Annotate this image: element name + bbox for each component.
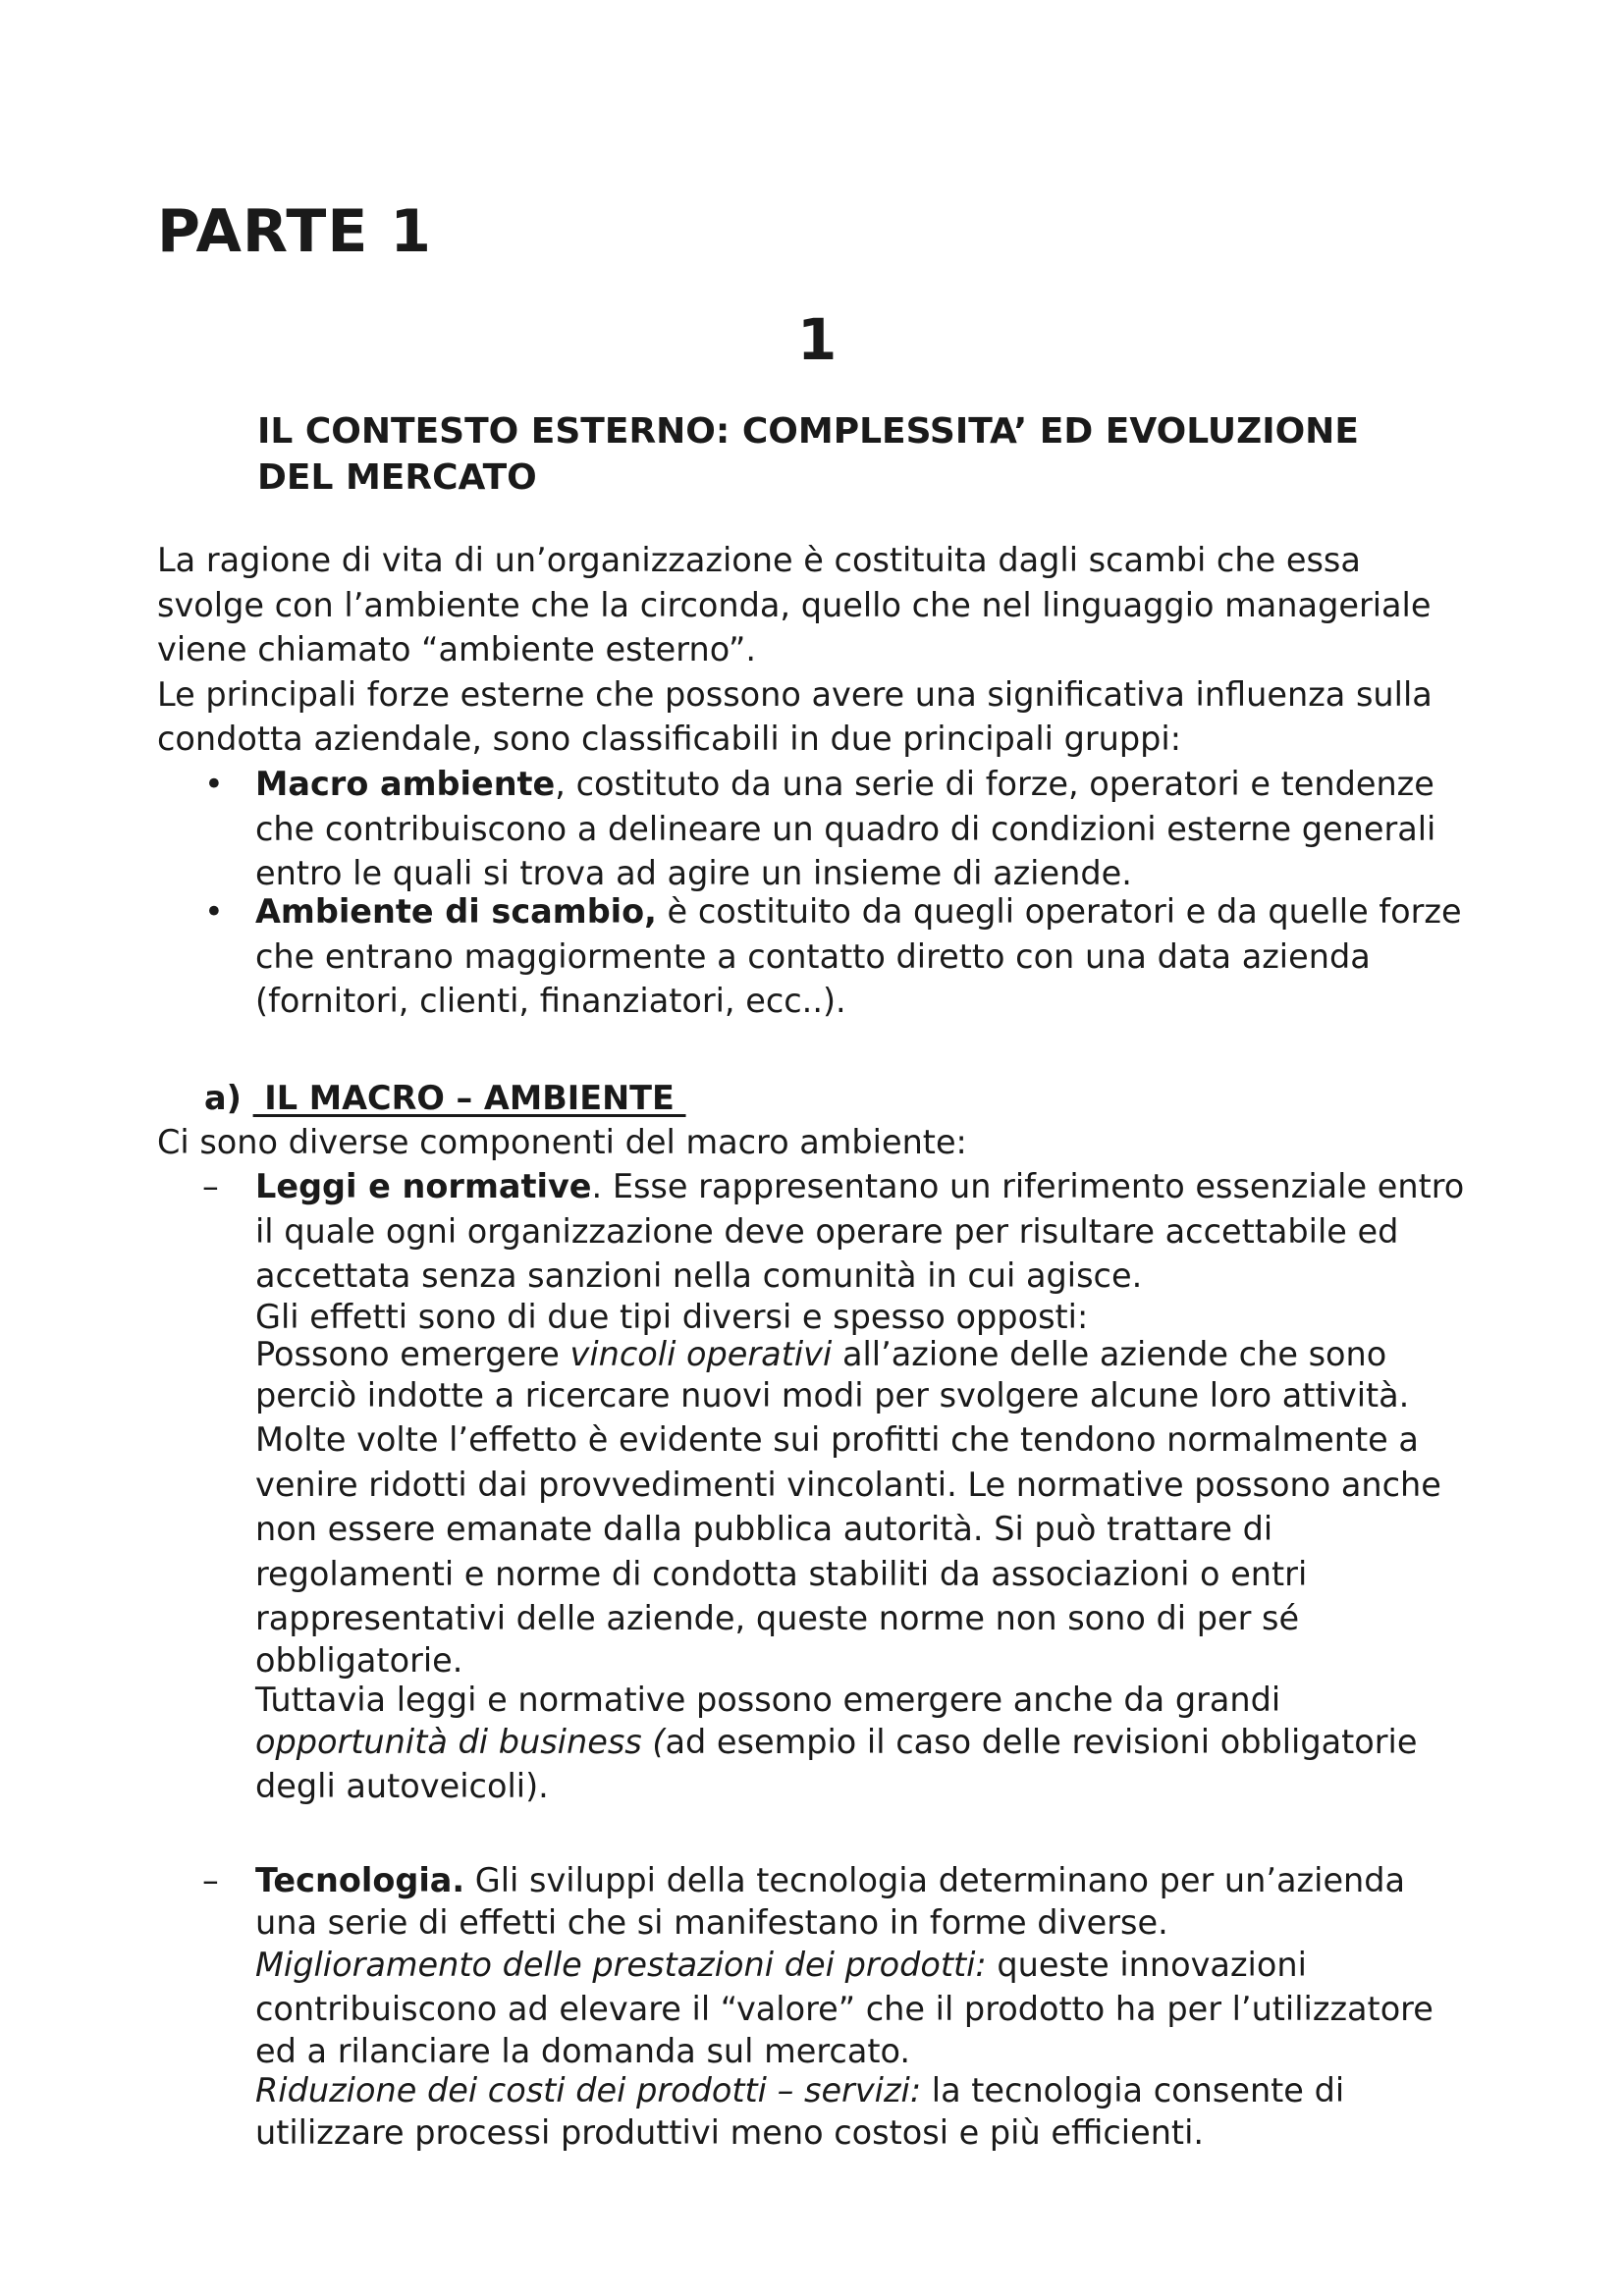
text-line: Molte volte l’effetto è evidente sui profitti che tendono normalmente a bbox=[255, 1420, 1419, 1459]
term-vincoli-operativi: vincoli operativi bbox=[569, 1334, 833, 1373]
chapter-title bbox=[257, 408, 1534, 501]
dash-marker: – bbox=[202, 1167, 219, 1205]
section-heading bbox=[204, 1076, 686, 1121]
text-line: non essere emanate dalla pubblica autorità. Si può trattare di bbox=[255, 1510, 1273, 1548]
text-line: il quale ogni organizzazione deve operare per risultare accettabile ed bbox=[255, 1211, 1399, 1251]
text-line: perciò indotte a ricercare nuovi modi per svolgere alcune loro attività. bbox=[255, 1375, 1410, 1415]
text-line: accettata senza sanzioni nella comunità in cui agisce. bbox=[255, 1256, 1143, 1295]
text-line: Leggi e normative. Esse rappresentano un riferimento essenziale entro bbox=[255, 1167, 1465, 1205]
bullet-item-macro-ambiente bbox=[255, 762, 1483, 896]
text-line: venire ridotti dai provvedimenti vincolanti. Le normative possono anche bbox=[255, 1465, 1441, 1504]
term-miglioramento: Miglioramento delle prestazioni dei prodotti: bbox=[255, 1945, 987, 1984]
item-leggi-normative bbox=[255, 1164, 1502, 1809]
term-opportunita-business: opportunità di business ( bbox=[255, 1722, 666, 1761]
text-line: Ambiente di scambio, è costituito da quegli operatori e da quelle forze bbox=[255, 892, 1462, 931]
text-line: contribuiscono ad elevare il “valore” che il prodotto ha per l’utilizzatore bbox=[255, 1990, 1434, 2028]
text-line: viene chiamato “ambiente esterno”. bbox=[157, 630, 757, 668]
text-line: rappresentativi delle aziende, queste norme non sono di per sé bbox=[255, 1599, 1300, 1637]
text-line: Tecnologia. Gli sviluppi della tecnologia determinano per un’azienda bbox=[255, 1861, 1406, 1899]
text-line: regolamenti e norme di condotta stabiliti da associazioni o entri bbox=[255, 1554, 1308, 1593]
text-line: Le principali forze esterne che possono avere una significativa influenza sulla bbox=[157, 674, 1433, 714]
text-line: degli autoveicoli). bbox=[255, 1767, 549, 1805]
dash-marker: – bbox=[202, 1861, 219, 1899]
item-tecnologia bbox=[255, 1858, 1502, 2155]
intro-paragraph bbox=[157, 538, 1483, 762]
text-line: una serie di effetti che si manifestano in forme diverse. bbox=[255, 1902, 1168, 1942]
text-line: Possono emergere vincoli operativi all’azione delle aziende che sono bbox=[255, 1334, 1387, 1373]
term-leggi-normative: Leggi e normative bbox=[255, 1167, 592, 1205]
part-title: PARTE 1 bbox=[157, 197, 432, 266]
bullet-item-ambiente-scambio bbox=[255, 889, 1483, 1024]
text-line: Miglioramento delle prestazioni dei prodotti: queste innovazioni bbox=[255, 1945, 1307, 1984]
text-line: che contribuiscono a delineare un quadro di condizioni esterne generali bbox=[255, 809, 1436, 848]
term-macro-ambiente: Macro ambiente bbox=[255, 765, 556, 803]
chapter-title-line: DEL MERCATO bbox=[257, 457, 537, 498]
text-line: Tuttavia leggi e normative possono emergere anche da grandi bbox=[255, 1680, 1281, 1719]
term-riduzione-costi: Riduzione dei costi dei prodotti – servizi: bbox=[255, 2070, 922, 2109]
text-line: Riduzione dei costi dei prodotti – servizi: la tecnologia consente di bbox=[255, 2070, 1345, 2109]
text-line: che entrano maggiormente a contatto diretto con una data azienda bbox=[255, 936, 1371, 976]
bullet-marker: • bbox=[204, 892, 224, 931]
text-line: utilizzare processi produttivi meno costosi e più efficienti. bbox=[255, 2112, 1205, 2152]
text-line: ed a rilanciare la domanda sul mercato. bbox=[255, 2031, 911, 2070]
text-line: Macro ambiente, costituto da una serie di forze, operatori e tendenze bbox=[255, 765, 1434, 803]
chapter-number: 1 bbox=[797, 306, 838, 373]
text-line: entro le quali si trova ad agire un insieme di aziende. bbox=[255, 854, 1132, 892]
text-line: opportunità di business (ad esempio il caso delle revisioni obbligatorie bbox=[255, 1722, 1418, 1761]
chapter-title-line: IL CONTESTO ESTERNO: COMPLESSITA’ ED EVOLUZIONE bbox=[257, 411, 1359, 452]
section-label: a) bbox=[204, 1079, 242, 1117]
term-ambiente-scambio: Ambiente di scambio, bbox=[255, 892, 657, 931]
term-tecnologia: Tecnologia. bbox=[255, 1861, 465, 1899]
section-title: IL MACRO – AMBIENTE bbox=[252, 1079, 686, 1117]
text-line: condotta aziendale, sono classificabili in due principali gruppi: bbox=[157, 720, 1181, 758]
bullet-marker: • bbox=[204, 765, 224, 803]
section-intro: Ci sono diverse componenti del macro ambiente: bbox=[157, 1123, 967, 1161]
text-line: obbligatorie. bbox=[255, 1640, 463, 1680]
text-line: svolge con l’ambiente che la circonda, quello che nel linguaggio manageriale bbox=[157, 585, 1432, 624]
text-line: (fornitori, clienti, finanziatori, ecc..). bbox=[255, 982, 846, 1020]
text-line: Gli effetti sono di due tipi diversi e spesso opposti: bbox=[255, 1297, 1089, 1336]
text-line: La ragione di vita di un’organizzazione è costituita dagli scambi che essa bbox=[157, 541, 1361, 579]
